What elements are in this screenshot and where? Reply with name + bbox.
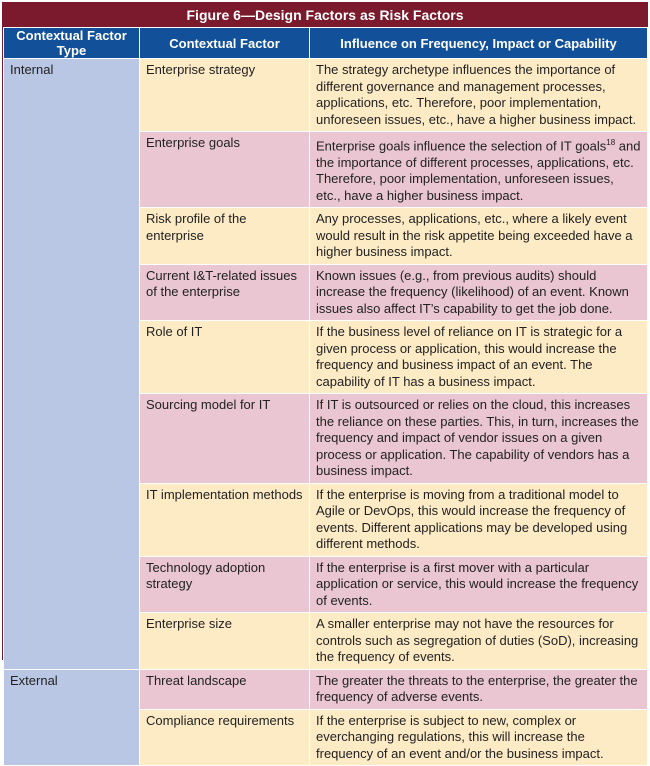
factor-cell: Enterprise strategy bbox=[140, 59, 310, 132]
figure-table-container bbox=[2, 2, 648, 761]
header-influence: Influence on Frequency, Impact or Capability bbox=[310, 28, 648, 59]
influence-cell: If the enterprise is moving from a traditional model to Agile or DevOps, this would increase the frequency of events. Different applications may be developed using different methods. bbox=[310, 483, 648, 556]
influence-cell: A smaller enterprise may not have the resources for controls such as segregation of duties (SoD), increasing the frequency of events. bbox=[310, 613, 648, 670]
factor-cell: Current I&T-related issues of the enterprise bbox=[140, 264, 310, 321]
header-contextual-factor-type: Contextual Factor Type bbox=[4, 28, 140, 59]
factor-type-cell: Internal bbox=[4, 59, 140, 670]
influence-cell: Known issues (e.g., from previous audits) should increase the frequency (likelihood) of an event. Known issues also affect IT’s capability to get the job done. bbox=[310, 264, 648, 321]
factor-cell: Threat landscape bbox=[140, 669, 310, 709]
figure-title: Figure 6—Design Factors as Risk Factors bbox=[3, 3, 647, 27]
table-row bbox=[4, 59, 648, 132]
factor-cell: IT implementation methods bbox=[140, 483, 310, 556]
influence-text-rest: and the importance of different processes, applications, etc. Therefore, poor implementation, unforeseen issues, etc., have a higher business impact. bbox=[316, 138, 641, 203]
header-row bbox=[4, 28, 648, 59]
factor-cell: Compliance requirements bbox=[140, 709, 310, 766]
influence-cell: The greater the threats to the enterprise, the greater the frequency of adverse events. bbox=[310, 669, 648, 709]
influence-text: Enterprise goals influence the selection of IT goals bbox=[316, 138, 607, 154]
influence-cell: If the business level of reliance on IT is strategic for a given process or application, this would increase the frequency and business impact of an event. The capability of IT has a business impact. bbox=[310, 321, 648, 394]
design-factors-table bbox=[3, 27, 648, 766]
influence-cell: If IT is outsourced or relies on the cloud, this increases the reliance on these parties. This, in turn, increases the frequency and impact of vendor issues on a given process or application. The capability of vendors has a business impact. bbox=[310, 394, 648, 484]
influence-cell: The strategy archetype influences the importance of different governance and management processes, applications, etc. Therefore, poor implementation, unforeseen issues, etc., have a higher business impact. bbox=[310, 59, 648, 132]
factor-cell: Technology adoption strategy bbox=[140, 556, 310, 613]
factor-type-cell: External bbox=[4, 669, 140, 766]
factor-cell: Sourcing model for IT bbox=[140, 394, 310, 484]
factor-cell: Risk profile of the enterprise bbox=[140, 208, 310, 265]
table-row bbox=[4, 669, 648, 709]
header-contextual-factor: Contextual Factor bbox=[140, 28, 310, 59]
influence-cell: If the enterprise is subject to new, complex or everchanging regulations, this will increase the frequency of an event and/or the business impact. bbox=[310, 709, 648, 766]
footnote-ref: 18 bbox=[606, 138, 616, 147]
influence-cell: If the enterprise is a first mover with a particular application or service, this would increase the frequency of events. bbox=[310, 556, 648, 613]
factor-cell: Enterprise size bbox=[140, 613, 310, 670]
influence-cell: Any processes, applications, etc., where a likely event would result in the risk appetite being exceeded have a higher business impact. bbox=[310, 208, 648, 265]
factor-cell: Role of IT bbox=[140, 321, 310, 394]
influence-cell bbox=[310, 132, 648, 208]
factor-cell: Enterprise goals bbox=[140, 132, 310, 208]
